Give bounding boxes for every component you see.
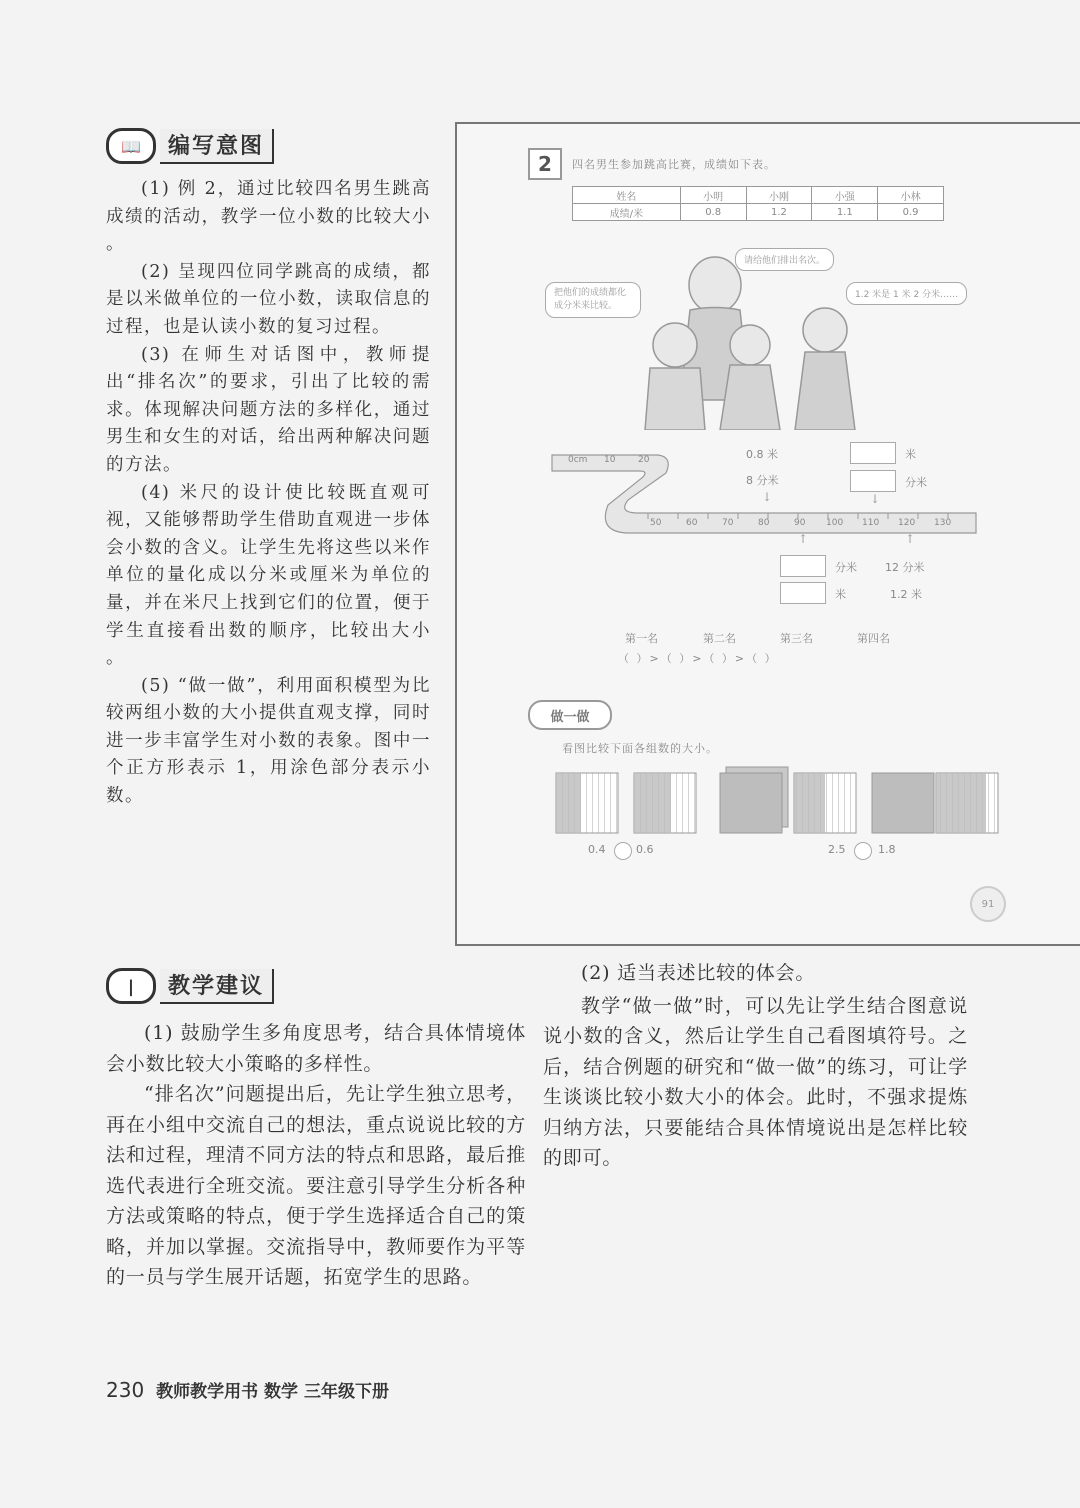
answer-box[interactable]	[850, 470, 896, 492]
arrow-up-icon: ↑	[798, 532, 809, 546]
table-cell: 1.1	[812, 204, 878, 221]
compare-right-value: 0.6	[636, 843, 654, 856]
table-row	[573, 187, 944, 204]
unit-label: 分米	[905, 476, 927, 489]
page-number: 230	[106, 1378, 145, 1402]
ruler-label-12m: 1.2 米	[890, 588, 922, 601]
rank-answer-line[interactable]: （ ）>（ ）>（ ）>（ ）	[618, 652, 778, 665]
ruler-label-12dm: 12 分米	[885, 561, 925, 574]
section-header-teaching-suggestions	[106, 968, 274, 1004]
arrow-up-icon: ↑	[905, 532, 916, 546]
table-cell: 0.9	[878, 204, 944, 221]
paragraph: 教学“做一做”时，可以先让学生结合图意说说小数的含义，然后让学生自己看图填符号。之后，结合例题的研究和“做一做”的练习，可让学生谈谈比较小数大小的体会。此时，不强求提炼归纳方法，只要能结合具体情境说出是怎样比较的即可。	[543, 994, 968, 1169]
rank-label: 第四名	[857, 632, 890, 645]
teacher-students-illustration	[600, 250, 900, 430]
compare-left-value: 0.4	[588, 843, 606, 856]
paragraph: (1) 鼓励学生多角度思考，结合具体情境体会小数比较大小策略的多样性。	[106, 1022, 526, 1075]
unit-label: 米	[835, 588, 846, 601]
boy-speech-bubble: 把他们的成绩都化成分米来比较。	[545, 282, 641, 318]
arrow-down-icon: ↓	[762, 490, 773, 504]
ruler-start-label: 0cm	[568, 455, 588, 465]
table-cell: 小林	[878, 187, 944, 204]
section-title: 编写意图	[160, 129, 274, 164]
try-it-title: 做一做	[550, 709, 590, 725]
compare-left-value: 2.5	[828, 843, 846, 856]
ruler-tick-label: 90	[794, 518, 806, 528]
table-cell: 姓名	[573, 187, 681, 204]
ruler-label-08m: 0.8 米	[746, 448, 778, 461]
table-cell: 1.2	[746, 204, 812, 221]
paragraph: “排名次”问题提出后，先让学生独立思考，再在小组中交流自己的想法，重点说说比较的方法和过程，理清不同方法的特点和思路，最后推选代表进行全班交流。要注意引导学生分析各种方法或策略的特点，便于学生选择适合自己的策略，并加以掌握。交流指导中，教师要作为平等的一员与学生展开话题，拓宽学生的思路。	[106, 1083, 526, 1288]
unit-label: 米	[905, 448, 916, 461]
teaching-suggestions-right	[543, 958, 968, 1174]
ruler-tick-label: 130	[934, 518, 952, 528]
table-row	[573, 204, 944, 221]
compare-circle[interactable]	[614, 842, 632, 860]
ruler-tick-label: 70	[722, 518, 734, 528]
paragraph: (4) 米尺的设计使比较既直观可视，又能够帮助学生借助直观进一步体会小数的含义。让学生先将这些以米作单位的量化成以分米或厘米为单位的量，并在米尺上找到它们的位置，便于学生直接看出数的顺序，比较出大小 。	[106, 482, 431, 669]
table-cell: 小强	[812, 187, 878, 204]
paragraph: (2) 适当表述比较的体会。	[581, 962, 816, 984]
ruler-tick-label: 80	[758, 518, 770, 528]
compare-circle[interactable]	[854, 842, 872, 860]
ruler-tick-label: 100	[826, 518, 844, 528]
answer-box[interactable]	[780, 582, 826, 604]
ruler-tick-label: 20	[638, 455, 650, 465]
try-it-badge	[528, 700, 612, 730]
ruler-tick-label: 10	[604, 455, 616, 465]
lightbulb-icon: ❘	[106, 968, 156, 1004]
score-table	[572, 186, 944, 221]
area-model-figures	[550, 765, 1000, 837]
paragraph: (1) 例 2，通过比较四名男生跳高成绩的活动，教学一位小数的比较大小 。	[106, 179, 431, 255]
rank-label: 第三名	[780, 632, 813, 645]
example-number: 2	[528, 148, 562, 180]
page-number-text: 91	[981, 898, 995, 910]
example-prompt: 四名男生参加跳高比赛，成绩如下表。	[572, 158, 776, 171]
paragraph: (2) 呈现四位同学跳高的成绩，都是以米做单位的一位小数，读取信息的过程，也是认读小数的复习过程。	[106, 261, 431, 337]
teaching-suggestions-left	[106, 1018, 526, 1293]
section-header-writing-intent	[106, 128, 274, 164]
paragraph: (5) “做一做”，利用面积模型为比较两组小数的大小提供直观支撑，同时进一步丰富学生对小数的表象。图中一个正方形表示 1，用涂色部分表示小数。	[106, 675, 431, 807]
answer-box[interactable]	[780, 555, 826, 577]
table-cell: 小刚	[746, 187, 812, 204]
textbook-page-number	[970, 886, 1006, 922]
try-it-instruction: 看图比较下面各组数的大小。	[562, 742, 718, 755]
table-cell: 成绩/米	[573, 204, 681, 221]
paragraph: (3) 在师生对话图中，教师提出“排名次”的要求，引出了比较的需求。体现解决问题方法的多样化，通过男生和女生的对话，给出两种解决问题的方法。	[106, 344, 431, 475]
section-title: 教学建议	[160, 969, 274, 1004]
unit-label: 分米	[835, 561, 857, 574]
girl-speech-bubble: 1.2 米是 1 米 2 分米……	[846, 282, 967, 305]
rank-label: 第一名	[625, 632, 658, 645]
table-cell: 0.8	[680, 204, 746, 221]
page-footer	[106, 1377, 389, 1402]
ruler-label-8dm: 8 分米	[746, 474, 779, 487]
writing-intent-body	[106, 176, 431, 811]
compare-right-value: 1.8	[878, 843, 896, 856]
ruler-tick-label: 110	[862, 518, 880, 528]
arrow-down-icon: ↓	[870, 492, 881, 506]
teacher-speech-bubble: 请给他们排出名次。	[735, 248, 834, 271]
rank-label: 第二名	[703, 632, 736, 645]
ruler-tick-label: 120	[898, 518, 916, 528]
book-title: 教师教学用书 数学 三年级下册	[156, 1382, 389, 1402]
answer-box[interactable]	[850, 442, 896, 464]
book-icon: 📖	[106, 128, 156, 164]
table-cell: 小明	[680, 187, 746, 204]
ruler-tick-label: 50	[650, 518, 662, 528]
ruler-tick-label: 60	[686, 518, 698, 528]
